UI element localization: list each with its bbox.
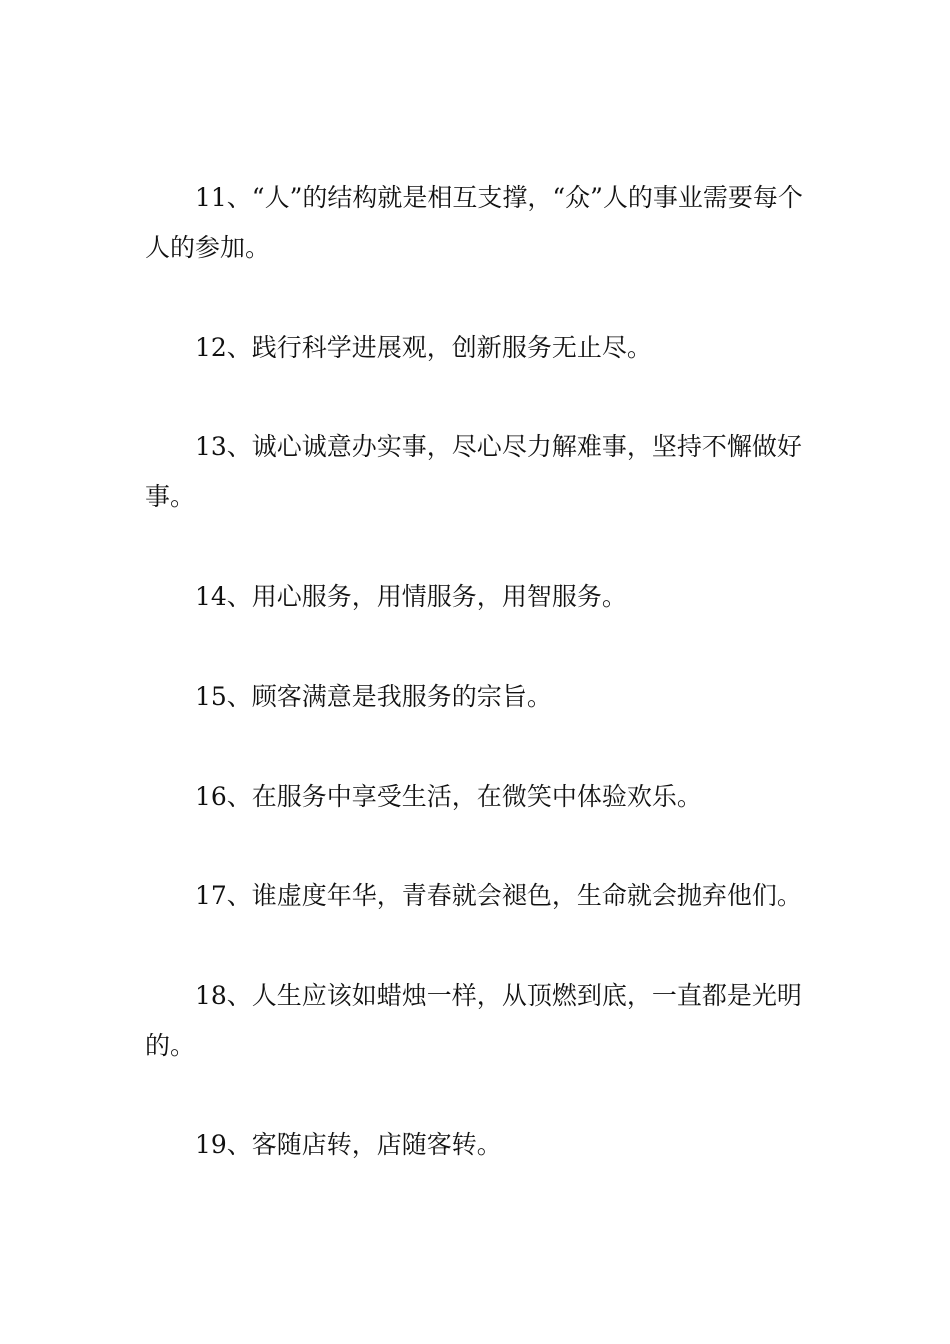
- paragraph-14: 14、用心服务，用情服务，用智服务。: [195, 582, 627, 611]
- paragraph-16: 16、在服务中享受生活，在微笑中体验欢乐。: [195, 782, 702, 811]
- paragraph-13: 13、诚心诚意办实事，尽心尽力解难事，坚持不懈做好事。: [145, 432, 802, 511]
- paragraph-19: 19、客随店转，店随客转。: [195, 1130, 502, 1159]
- paragraph-12: 12、践行科学进展观，创新服务无止尽。: [195, 333, 652, 362]
- paragraph-18: 18、人生应该如蜡烛一样，从顶燃到底，一直都是光明的。: [145, 981, 802, 1060]
- paragraph-17: 17、谁虚度年华，青春就会褪色，生命就会抛弃他们。: [195, 881, 802, 910]
- paragraph-11: 11、“人”的结构就是相互支撑，“众”人的事业需要每个人的参加。: [145, 183, 803, 262]
- paragraph-15: 15、顾客满意是我服务的宗旨。: [195, 682, 552, 711]
